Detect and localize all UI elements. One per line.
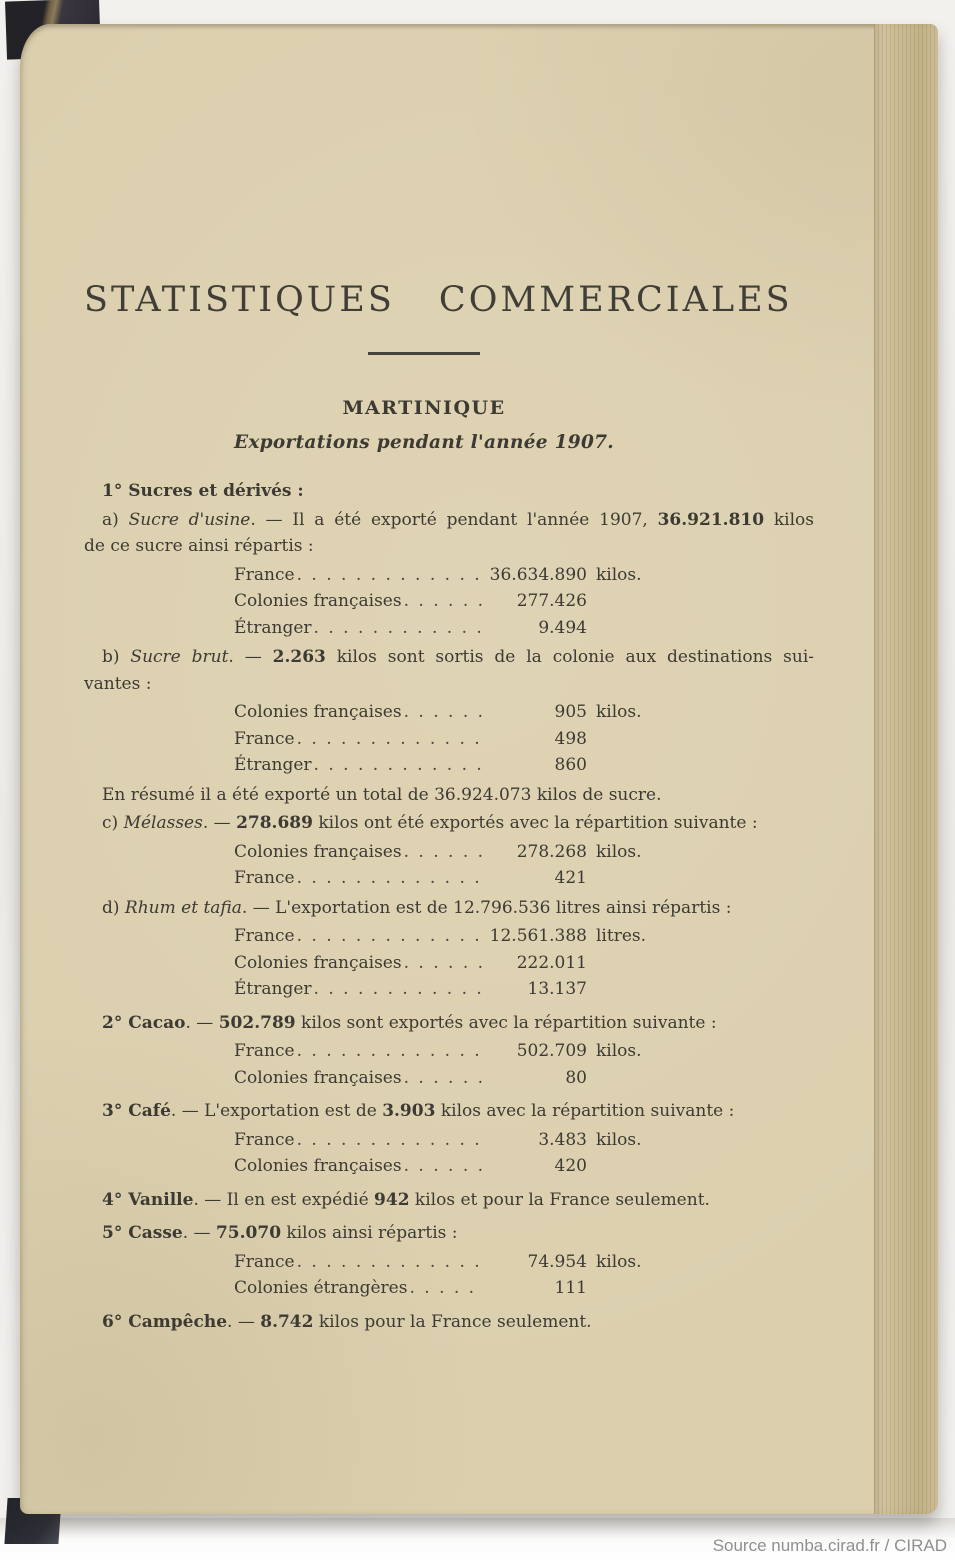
text-run: . —: [185, 1012, 219, 1033]
text-run: 2.263: [272, 647, 326, 667]
dot-leader: [297, 865, 483, 892]
row-value: 74.954: [527, 1251, 587, 1272]
page-header: [84, 280, 793, 453]
dot-leader: [297, 1127, 483, 1154]
row-label: France: [234, 868, 295, 888]
section-heading: [84, 478, 814, 505]
section-heading: [84, 1187, 814, 1214]
text-line: [84, 895, 814, 922]
row-value: 3.483: [538, 1129, 587, 1150]
export-table: [234, 923, 814, 1003]
row-label: France: [234, 1129, 295, 1150]
text-run: En résumé il a été exporté un total de 36.924.073 kilos de sucre.: [102, 784, 662, 805]
dot-leader: [404, 588, 483, 615]
row-value: 36.634.890: [489, 564, 587, 585]
text-line: [84, 644, 814, 671]
dot-leader: [314, 752, 483, 779]
dot-leader: [297, 562, 483, 589]
row-value: 905: [554, 702, 587, 722]
text-run: . — Il en est expédié: [193, 1189, 375, 1210]
text-run: . — L'exportation est de 12.796.536 litres ainsi répartis :: [241, 897, 732, 918]
row-label: France: [234, 1251, 295, 1272]
export-table: [234, 1038, 814, 1091]
table-row: [234, 726, 658, 753]
text-run: 5° Casse: [102, 1223, 183, 1243]
row-label: Étranger: [234, 755, 312, 775]
table-row: [234, 699, 658, 726]
dot-leader: [297, 923, 483, 950]
text-run: 36.921.810: [657, 509, 765, 530]
row-label: Colonies françaises: [234, 841, 402, 862]
export-table: [234, 1249, 814, 1302]
book-page: [20, 24, 938, 1514]
text-run: d): [102, 897, 125, 918]
export-table: [234, 1127, 814, 1180]
table-row: [234, 1275, 658, 1302]
text-run: b): [102, 647, 131, 667]
text-run: kilos et pour la France seulement.: [409, 1189, 710, 1210]
document-body: [84, 478, 814, 1335]
row-label: Colonies étrangères: [234, 1278, 408, 1298]
text-run: 502.789: [218, 1012, 296, 1033]
text-line: [84, 810, 814, 837]
text-line: [84, 533, 814, 560]
table-row: [234, 588, 658, 615]
row-label: Colonies françaises: [234, 591, 402, 611]
row-value: 498: [554, 728, 587, 749]
text-run: 4° Vanille: [102, 1189, 194, 1210]
dot-leader: [404, 1153, 483, 1180]
row-label: Colonies françaises: [234, 952, 402, 973]
text-run: 1° Sucres et dérivés :: [102, 481, 304, 501]
row-label: Colonies françaises: [234, 1067, 402, 1088]
dot-leader: [404, 839, 483, 866]
dot-leader: [409, 1275, 483, 1302]
text-run: 2° Cacao: [102, 1012, 186, 1033]
export-table: [234, 562, 814, 642]
row-value: 9.494: [538, 617, 587, 638]
table-row: [234, 1065, 658, 1092]
text-line: [84, 478, 814, 505]
row-value: 222.011: [516, 952, 587, 973]
row-label: France: [234, 926, 295, 946]
text-run: 3.903: [382, 1101, 436, 1121]
table-row: [234, 923, 658, 950]
text-run: 278.689: [236, 813, 313, 833]
page-title: STATISTIQUES COMMERCIALES: [84, 280, 793, 320]
text-run: kilos sont sortis de la colonie aux destinations sui-: [325, 647, 815, 667]
table-row: [234, 865, 658, 892]
text-run: de ce sucre ainsi répartis :: [84, 536, 314, 556]
row-unit: kilos.: [596, 1041, 642, 1061]
text-run: Rhum et tafia: [124, 897, 242, 918]
text-line: [84, 1010, 814, 1037]
text-run: . — L'exportation est de: [170, 1101, 383, 1121]
dot-leader: [314, 976, 483, 1003]
row-label: Étranger: [234, 617, 312, 638]
table-row: [234, 950, 658, 977]
table-row: [234, 615, 658, 642]
text-run: . —: [202, 813, 237, 833]
table-row: [234, 839, 658, 866]
dot-leader: [404, 699, 483, 726]
source-credit: Source numba.cirad.fr / CIRAD: [712, 1536, 947, 1555]
row-value: 80: [565, 1067, 587, 1088]
table-row: [234, 752, 658, 779]
export-table: [234, 699, 814, 779]
text-line: [84, 1309, 814, 1336]
paragraph: [84, 782, 814, 809]
row-value: 860: [554, 755, 587, 775]
dot-leader: [297, 1249, 483, 1276]
section-heading: [84, 1220, 814, 1247]
table-row: [234, 562, 658, 589]
text-line: [84, 1187, 814, 1214]
text-run: . —: [227, 1311, 261, 1332]
row-value: 13.137: [527, 979, 587, 999]
text-run: kilos ainsi répartis :: [281, 1223, 458, 1243]
paragraph: [84, 895, 814, 922]
text-run: 942: [374, 1189, 410, 1210]
text-run: . —: [182, 1223, 216, 1243]
text-run: kilos ont été exportés avec la répartition suivante :: [312, 813, 758, 833]
paragraph: [84, 507, 814, 560]
row-value: 277.426: [516, 591, 587, 611]
row-unit: kilos.: [596, 841, 642, 862]
table-row: [234, 1249, 658, 1276]
paragraph: [84, 810, 814, 837]
text-run: Sucre brut: [130, 647, 229, 667]
row-unit: kilos.: [596, 1129, 642, 1150]
table-row: [234, 976, 658, 1003]
table-row: [234, 1038, 658, 1065]
row-unit: litres.: [596, 926, 647, 946]
table-row: [234, 1153, 658, 1180]
text-run: 8.742: [260, 1311, 314, 1332]
text-run: 3° Café: [102, 1101, 171, 1121]
text-run: kilos pour la France seulement.: [313, 1311, 592, 1332]
row-label: France: [234, 728, 295, 749]
region-heading: MARTINIQUE: [342, 397, 506, 419]
text-run: Sucre d'usine: [128, 509, 251, 530]
row-label: Colonies françaises: [234, 702, 402, 722]
text-run: kilos avec la répartition suivante :: [435, 1101, 735, 1121]
text-line: [84, 782, 814, 809]
text-run: . — Il a été exporté pendant l'année 1907,: [250, 509, 658, 530]
row-label: Colonies françaises: [234, 1156, 402, 1176]
row-value: 502.709: [516, 1041, 587, 1061]
text-line: [84, 507, 814, 534]
row-label: France: [234, 564, 295, 585]
row-value: 278.268: [516, 841, 587, 862]
title-divider: [368, 352, 480, 355]
text-run: c): [102, 813, 124, 833]
dot-leader: [297, 726, 483, 753]
row-value: 111: [554, 1278, 587, 1298]
text-run: 75.070: [215, 1223, 282, 1243]
subtitle: Exportations pendant l'année 1907.: [233, 432, 615, 453]
text-run: Mélasses: [123, 813, 203, 833]
dot-leader: [314, 615, 483, 642]
section-heading: [84, 1010, 814, 1037]
text-run: kilos: [764, 509, 814, 530]
export-table: [234, 839, 814, 892]
text-run: kilos sont exportés avec la répartition suivante :: [295, 1012, 717, 1033]
text-line: [84, 1220, 814, 1247]
row-value: 421: [554, 868, 587, 888]
row-label: France: [234, 1041, 295, 1061]
row-value: 12.561.388: [489, 926, 587, 946]
dot-leader: [297, 1038, 483, 1065]
text-run: a): [102, 509, 129, 530]
row-value: 420: [554, 1156, 587, 1176]
text-run: 6° Campêche: [102, 1311, 228, 1332]
table-row: [234, 1127, 658, 1154]
dot-leader: [404, 950, 483, 977]
row-label: Étranger: [234, 979, 312, 999]
section-heading: [84, 1098, 814, 1125]
row-unit: kilos.: [596, 1251, 642, 1272]
text-run: vantes :: [84, 673, 152, 694]
section-heading: [84, 1309, 814, 1336]
page-content: [84, 24, 814, 1337]
row-unit: kilos.: [596, 564, 642, 585]
page-fore-edge: [874, 24, 938, 1514]
text-line: [84, 671, 814, 698]
text-run: . —: [228, 647, 273, 667]
dot-leader: [404, 1065, 483, 1092]
row-unit: kilos.: [596, 702, 642, 722]
paragraph: [84, 644, 814, 697]
text-line: [84, 1098, 814, 1125]
